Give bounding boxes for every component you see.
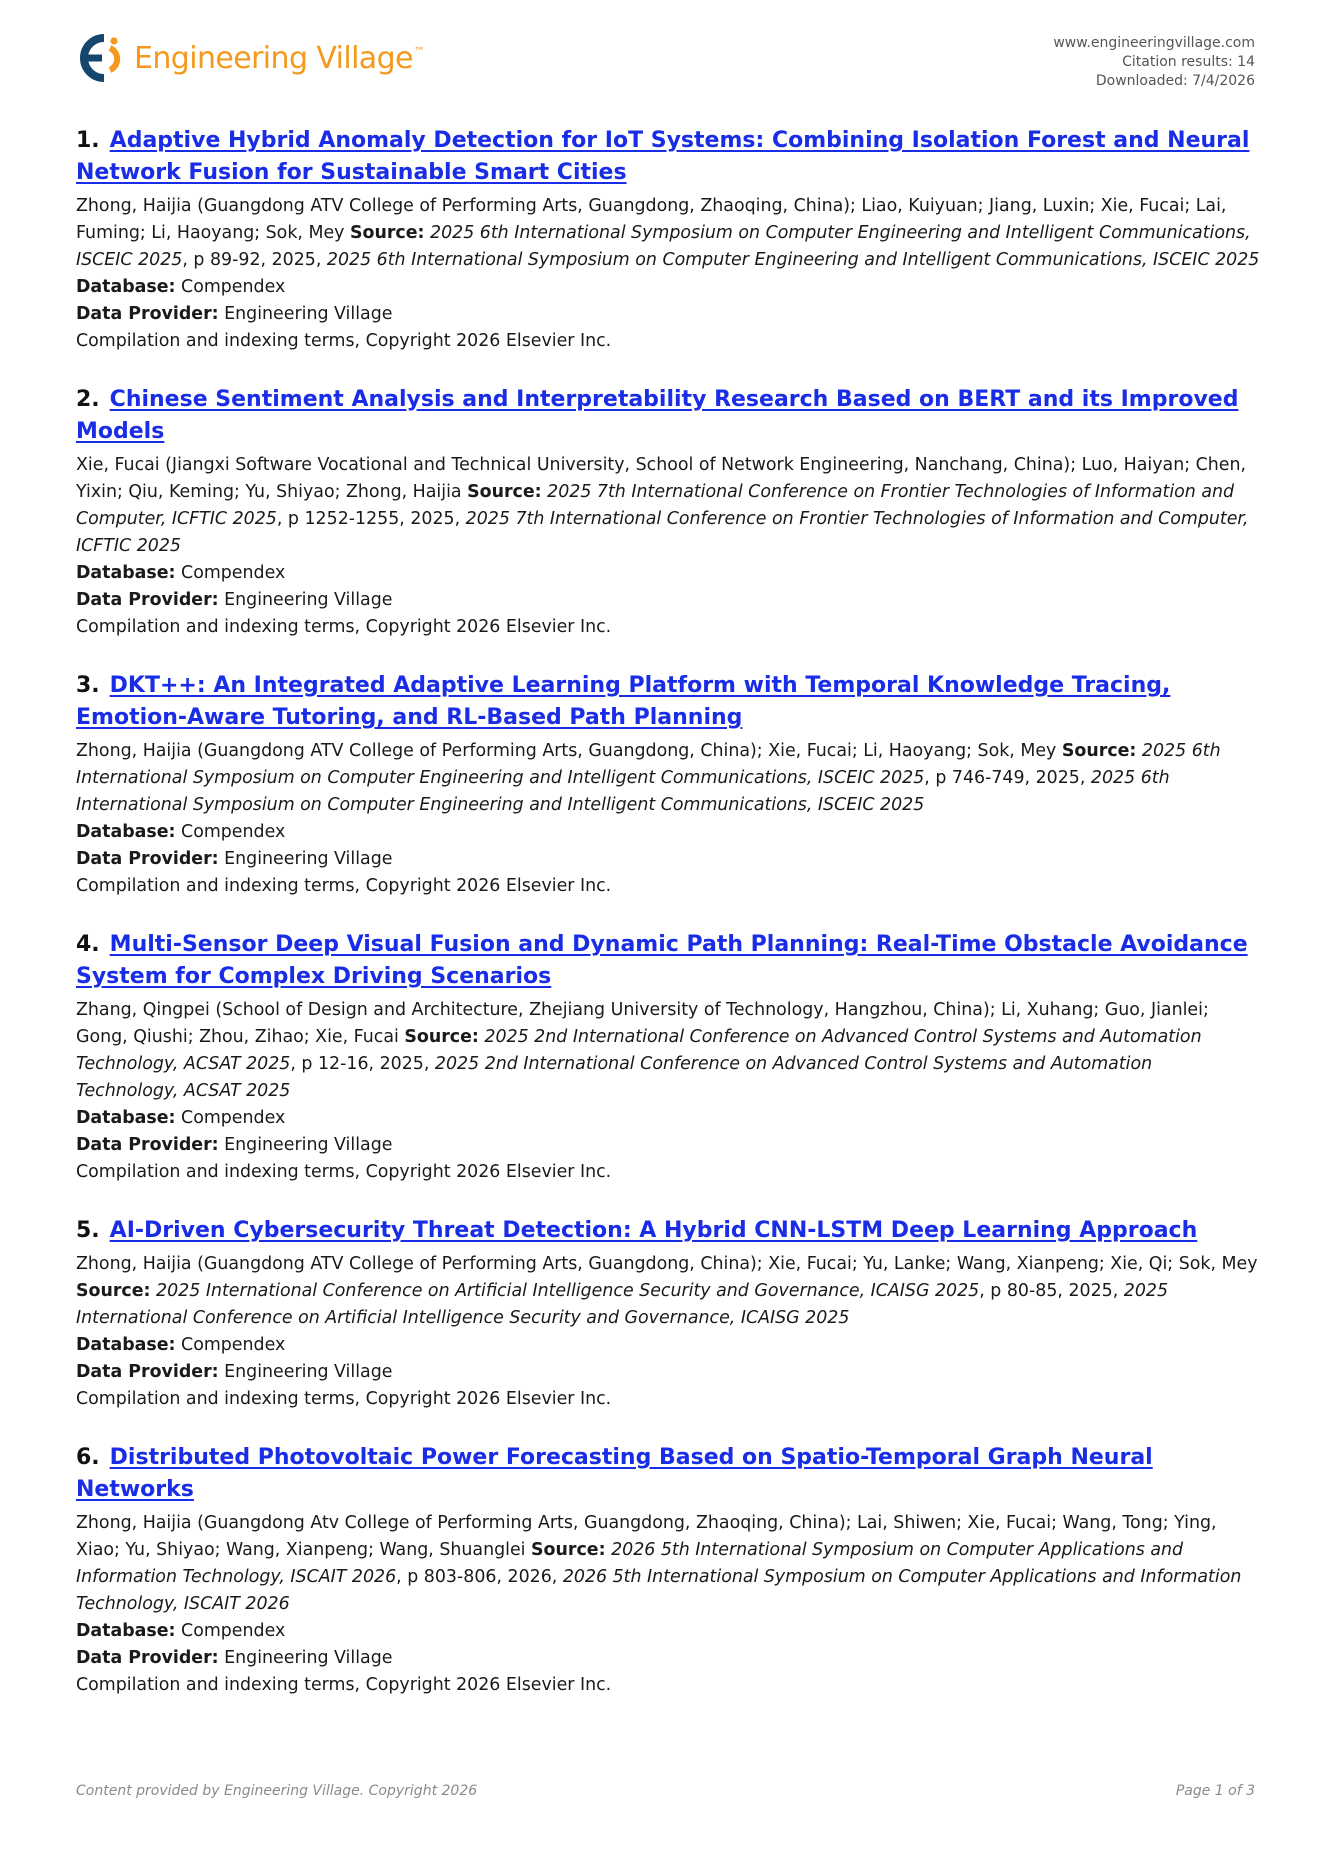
export-meta	[1053, 34, 1255, 91]
data-provider-value: Engineering Village	[224, 1135, 393, 1155]
record-data-provider	[76, 1132, 1260, 1159]
record-authors: Zhong, Haijia (Guangdong ATV College of Performing Arts, Guangdong, China); Xie, Fucai; Yu, Lanke; Wang, Xianpeng; Xie, Qi; Sok, Mey	[76, 1254, 1258, 1274]
record-source-title: 2025 6th International Symposium on Computer Engineering and Intelligent Communications, ISCEIC 2025	[76, 223, 1251, 270]
database-value: Compendex	[181, 1335, 286, 1355]
record-pages-year: , p 12-16, 2025,	[290, 1054, 435, 1074]
record-source-title: 2025 7th International Conference on Frontier Technologies of Information and Computer, ICFTIC 2025	[76, 482, 1235, 529]
data-provider-label: Data Provider:	[76, 304, 219, 324]
record-title-link[interactable]: DKT++: An Integrated Adaptive Learning Platform with Temporal Knowledge Tracing, Emotion-Aware Tutoring, and RL-Based Path Planning	[76, 673, 1171, 730]
record-number: 6.	[76, 1445, 100, 1470]
record-conference: 2025 2nd International Conference on Advanced Control Systems and Automation Technology, ACSAT 2025	[76, 1054, 1153, 1101]
citation-record	[76, 1215, 1260, 1413]
record-pages-year: , p 89-92, 2025,	[182, 250, 327, 270]
record-data-provider	[76, 1645, 1260, 1672]
data-provider-value: Engineering Village	[224, 849, 393, 869]
record-citation	[76, 1510, 1260, 1618]
record-copyright: Compilation and indexing terms, Copyright 2026 Elsevier Inc.	[76, 331, 612, 351]
data-provider-value: Engineering Village	[224, 1648, 393, 1668]
citation-results: Citation results: 14	[1122, 54, 1255, 70]
trademark-symbol: ™	[413, 44, 425, 58]
source-label: Source:	[76, 1281, 151, 1301]
record-title-link[interactable]: Chinese Sentiment Analysis and Interpretability Research Based on BERT and its Improved Models	[76, 387, 1239, 444]
record-database	[76, 274, 1260, 301]
record-copyright: Compilation and indexing terms, Copyright 2026 Elsevier Inc.	[76, 876, 612, 896]
record-citation	[76, 997, 1260, 1105]
record-authors: Zhong, Haijia (Guangdong ATV College of Performing Arts, Guangdong, Zhaoqing, China); Liao, Kuiyuan; Jiang, Luxin; Xie, Fucai; Lai, Fuming; Li, Haoyang; Sok, Mey	[76, 196, 1227, 243]
record-title	[76, 1442, 1260, 1506]
page-header	[0, 0, 1323, 110]
record-data-provider	[76, 301, 1260, 328]
record-database	[76, 1332, 1260, 1359]
record-citation	[76, 738, 1260, 819]
database-value: Compendex	[181, 822, 286, 842]
record-data-provider	[76, 1359, 1260, 1386]
database-value: Compendex	[181, 277, 286, 297]
record-title-link[interactable]: AI-Driven Cybersecurity Threat Detection: A Hybrid CNN-LSTM Deep Learning Approach	[109, 1218, 1198, 1243]
data-provider-value: Engineering Village	[224, 590, 393, 610]
record-database	[76, 1105, 1260, 1132]
record-authors: Zhang, Qingpei (School of Design and Architecture, Zhejiang University of Technology, Hangzhou, China); Li, Xuhang; Guo, Jianlei; Gong, Qiushi; Zhou, Zihao; Xie, Fucai	[76, 1000, 1209, 1047]
citation-list	[76, 125, 1260, 1728]
database-label: Database:	[76, 277, 176, 297]
record-conference: 2026 5th International Symposium on Computer Applications and Information Technology, ISCAIT 2026	[76, 1567, 1242, 1614]
data-provider-label: Data Provider:	[76, 849, 219, 869]
record-data-provider	[76, 587, 1260, 614]
footer-copyright: Content provided by Engineering Village. Copyright 2026	[76, 1783, 478, 1799]
engineering-village-logo[interactable]	[74, 32, 424, 84]
database-label: Database:	[76, 563, 176, 583]
data-provider-value: Engineering Village	[224, 1362, 393, 1382]
citation-record	[76, 125, 1260, 355]
record-conference: 2025 International Conference on Artificial Intelligence Security and Governance, ICAISG 2025	[76, 1281, 1169, 1328]
citation-record	[76, 1442, 1260, 1699]
record-citation	[76, 452, 1260, 560]
record-copyright: Compilation and indexing terms, Copyright 2026 Elsevier Inc.	[76, 1675, 612, 1695]
record-number: 4.	[76, 932, 100, 957]
data-provider-value: Engineering Village	[224, 304, 393, 324]
data-provider-label: Data Provider:	[76, 590, 219, 610]
engineering-village-logo-icon	[74, 32, 126, 84]
record-source-title: 2025 6th International Symposium on Computer Engineering and Intelligent Communications, ISCEIC 2025	[76, 741, 1221, 788]
logo-wordmark-text: Engineering Village	[134, 40, 413, 76]
record-title	[76, 670, 1260, 734]
record-citation	[76, 193, 1260, 274]
record-title	[76, 929, 1260, 993]
logo-wordmark	[134, 41, 424, 76]
source-label: Source:	[349, 223, 425, 243]
download-date: Downloaded: 7/4/2026	[1095, 73, 1255, 89]
database-label: Database:	[76, 1621, 176, 1641]
database-label: Database:	[76, 1108, 176, 1128]
record-conference: 2025 6th International Symposium on Computer Engineering and Intelligent Communications, ISCEIC 2025	[326, 250, 1260, 270]
citation-record	[76, 384, 1260, 641]
record-authors: Zhong, Haijia (Guangdong ATV College of Performing Arts, Guangdong, China); Xie, Fucai; Li, Haoyang; Sok, Mey	[76, 741, 1057, 761]
record-copyright: Compilation and indexing terms, Copyright 2026 Elsevier Inc.	[76, 1162, 612, 1182]
record-number: 3.	[76, 673, 100, 698]
source-label: Source:	[404, 1027, 479, 1047]
record-number: 5.	[76, 1218, 100, 1243]
citation-record	[76, 670, 1260, 900]
record-title	[76, 384, 1260, 448]
record-title	[76, 125, 1260, 189]
record-database	[76, 1618, 1260, 1645]
record-conference: 2025 7th International Conference on Frontier Technologies of Information and Computer, ICFTIC 2025	[76, 509, 1249, 556]
database-value: Compendex	[181, 1108, 286, 1128]
site-url: www.engineeringvillage.com	[1053, 35, 1255, 51]
record-source-title: 2025 International Conference on Artificial Intelligence Security and Governance, ICAISG 2025	[156, 1281, 980, 1301]
record-conference: 2025 6th International Symposium on Computer Engineering and Intelligent Communications, ISCEIC 2025	[76, 768, 1170, 815]
record-title	[76, 1215, 1260, 1247]
record-number: 1.	[76, 128, 100, 153]
citation-record	[76, 929, 1260, 1186]
record-number: 2.	[76, 387, 100, 412]
database-value: Compendex	[181, 563, 286, 583]
record-database	[76, 819, 1260, 846]
record-pages-year: , p 803-806, 2026,	[396, 1567, 563, 1587]
record-authors: Zhong, Haijia (Guangdong Atv College of Performing Arts, Guangdong, Zhaoqing, China); Lai, Shiwen; Xie, Fucai; Wang, Tong; Ying, Xiao; Yu, Shiyao; Wang, Xianpeng; Wang, Shuanglei	[76, 1513, 1217, 1560]
record-pages-year: , p 1252-1255, 2025,	[276, 509, 466, 529]
source-label: Source:	[467, 482, 542, 502]
database-label: Database:	[76, 822, 176, 842]
record-copyright: Compilation and indexing terms, Copyright 2026 Elsevier Inc.	[76, 1389, 612, 1409]
record-citation	[76, 1251, 1260, 1332]
database-label: Database:	[76, 1335, 176, 1355]
record-data-provider	[76, 846, 1260, 873]
record-title-link[interactable]: Multi-Sensor Deep Visual Fusion and Dynamic Path Planning: Real-Time Obstacle Avoidance System for Complex Driving Scenarios	[76, 932, 1248, 989]
record-copyright: Compilation and indexing terms, Copyright 2026 Elsevier Inc.	[76, 617, 612, 637]
source-label: Source:	[531, 1540, 606, 1560]
database-value: Compendex	[181, 1621, 286, 1641]
record-title-link[interactable]: Distributed Photovoltaic Power Forecasting Based on Spatio-Temporal Graph Neural Networks	[76, 1445, 1153, 1502]
page-number: Page 1 of 3	[1175, 1783, 1255, 1799]
source-label: Source:	[1061, 741, 1137, 761]
data-provider-label: Data Provider:	[76, 1648, 219, 1668]
record-title-link[interactable]: Adaptive Hybrid Anomaly Detection for IoT Systems: Combining Isolation Forest and Neural Network Fusion for Sustainable Smart Cities	[76, 128, 1250, 185]
record-source-title: 2025 2nd International Conference on Advanced Control Systems and Automation Technology, ACSAT 2025	[76, 1027, 1202, 1074]
record-database	[76, 560, 1260, 587]
record-source-title: 2026 5th International Symposium on Computer Applications and Information Technology, ISCAIT 2026	[76, 1540, 1184, 1587]
record-authors: Xie, Fucai (Jiangxi Software Vocational and Technical University, School of Network Engineering, Nanchang, China); Luo, Haiyan; Chen, Yixin; Qiu, Keming; Yu, Shiyao; Zhong, Haijia	[76, 455, 1247, 502]
data-provider-label: Data Provider:	[76, 1135, 219, 1155]
data-provider-label: Data Provider:	[76, 1362, 219, 1382]
record-pages-year: , p 746-749, 2025,	[924, 768, 1091, 788]
record-pages-year: , p 80-85, 2025,	[979, 1281, 1124, 1301]
